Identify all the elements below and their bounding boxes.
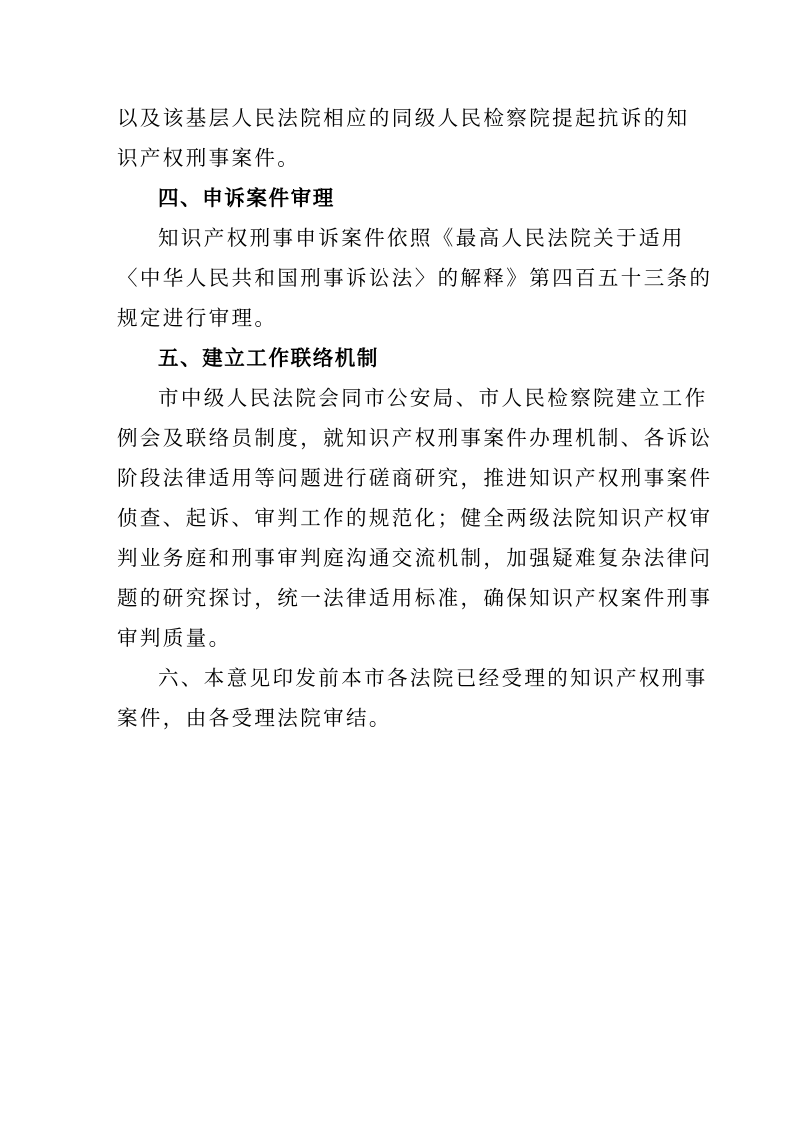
paragraph-transitional-provision bbox=[117, 658, 708, 738]
text-line: 题的研究探讨，统一法律适用标准，确保知识产权案件刑事 bbox=[117, 586, 713, 610]
paragraph-case-jurisdiction-continued bbox=[117, 98, 690, 178]
text-line: 案件，由各受理法院审结。 bbox=[117, 706, 392, 730]
text-line: 〈中华人民共和国刑事诉讼法〉的解释》第四百五十三条的 bbox=[117, 266, 713, 290]
text-line: 知识产权刑事申诉案件依照《最高人民法院关于适用 bbox=[158, 226, 685, 250]
text-line: 判业务庭和刑事审判庭沟通交流机制，加强疑难复杂法律问 bbox=[117, 546, 713, 570]
document-body bbox=[117, 98, 713, 738]
text-line: 市中级人民法院会同市公安局、市人民检察院建立工作 bbox=[158, 386, 708, 410]
text-line: 以及该基层人民法院相应的同级人民检察院提起抗诉的知 bbox=[117, 106, 690, 130]
text-line: 侦查、起诉、审判工作的规范化；健全两级法院知识产权审 bbox=[117, 506, 713, 530]
text-line: 规定进行审理。 bbox=[117, 306, 278, 330]
section-heading-appeal-review: 四、申诉案件审理 bbox=[158, 186, 335, 210]
section-heading-liaison-mechanism: 五、建立工作联络机制 bbox=[158, 346, 379, 370]
paragraph-liaison-mechanism bbox=[117, 378, 713, 658]
text-line: 六、本意见印发前本市各法院已经受理的知识产权刑事 bbox=[158, 666, 708, 690]
text-line: 审判质量。 bbox=[117, 626, 232, 650]
paragraph-appeal-review bbox=[117, 218, 713, 338]
text-line: 例会及联络员制度，就知识产权刑事案件办理机制、各诉讼 bbox=[117, 426, 713, 450]
text-line: 阶段法律适用等问题进行磋商研究，推进知识产权刑事案件 bbox=[117, 466, 713, 490]
text-line: 识产权刑事案件。 bbox=[117, 146, 301, 170]
